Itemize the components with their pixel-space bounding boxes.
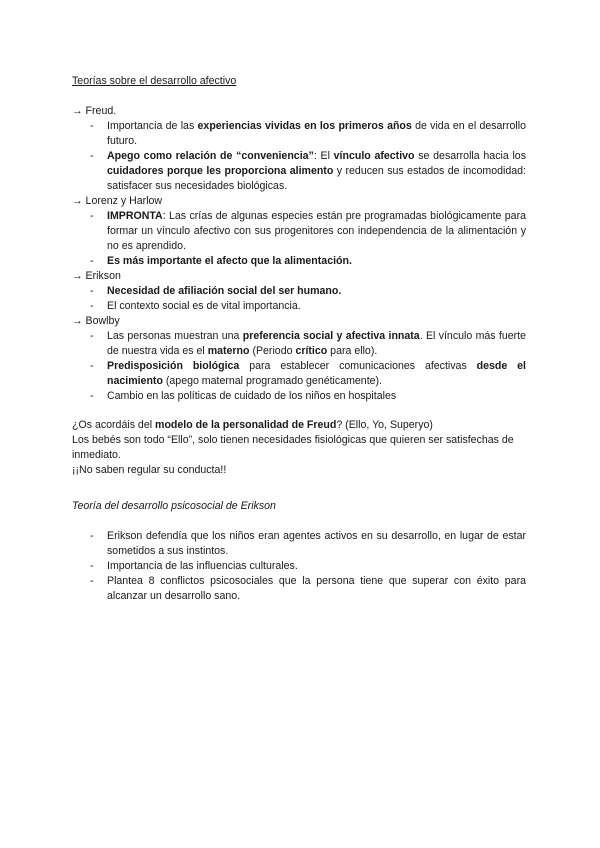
bold-text: preferencia social y afectiva innata xyxy=(242,330,420,342)
text-run: (apego maternal programado genéticamente). xyxy=(162,375,383,387)
section-heading-freud: → Freud. xyxy=(72,105,117,117)
text-run: (Periodo xyxy=(249,345,296,357)
section-heading-lorenz-harlow: → Lorenz y Harlow xyxy=(72,195,163,207)
text-run: : El xyxy=(313,150,334,162)
arrow-icon: → xyxy=(72,195,83,207)
list-item xyxy=(107,299,526,314)
text-run: : Las crías de algunas especies están pre programadas biológicamente para formar un vínculo afectivo con sus progenitores con independencia de la alimentación y no es aprendido. xyxy=(107,210,526,252)
bold-text: modelo de la personalidad de Freud xyxy=(155,419,337,431)
list-item xyxy=(107,209,526,254)
section-heading-bowlby: → Bowlby xyxy=(72,315,120,327)
bold-text: IMPRONTA xyxy=(107,210,163,222)
text-run: para ello). xyxy=(327,345,378,357)
section-heading-erikson: → Erikson xyxy=(72,270,121,282)
theories-section xyxy=(72,104,526,404)
bold-text: materno xyxy=(207,345,250,357)
list-item xyxy=(107,284,526,299)
list-item: - Importancia de las influencias culturales. xyxy=(107,559,526,574)
arrow-icon: → xyxy=(72,105,83,117)
bold-text: desde el nacimiento xyxy=(107,360,526,387)
erikson-theory-list xyxy=(72,529,526,604)
bowlby-list xyxy=(72,329,526,404)
list-item xyxy=(107,329,526,359)
text-run: ? (Ello, Yo, Superyo) xyxy=(336,419,433,431)
bold-text: crítico xyxy=(295,345,328,357)
bold-text: vínculo afectivo xyxy=(333,150,415,162)
text-run: Cambio en las políticas de cuidado de los niños en hospitales xyxy=(107,390,397,402)
freud-list xyxy=(72,119,526,194)
list-item xyxy=(107,359,526,389)
erikson-theory-title: Teoría del desarrollo psicosocial de Erikson xyxy=(72,500,276,512)
list-item: - Plantea 8 conflictos psicosociales que la persona tiene que superar con éxito para alcanzar un desarrollo sano. xyxy=(107,574,526,604)
bold-text: Predisposición biológica xyxy=(107,360,240,372)
bold-text: Necesidad de afiliación social del ser humano. xyxy=(107,285,342,297)
document-title: Teorías sobre el desarrollo afectivo xyxy=(72,75,237,87)
text-run: se desarrolla hacia los xyxy=(414,150,526,162)
erikson-list xyxy=(72,284,526,314)
bold-text: cuidadores porque les proporciona alimento xyxy=(107,165,334,177)
text-run: Las personas muestran una xyxy=(107,330,243,342)
text-run: . El vínculo más fuerte de nuestra vida es el xyxy=(107,330,526,357)
text-run: ¿Os acordáis del xyxy=(72,419,156,431)
bold-text: Apego como relación de “conveniencia” xyxy=(107,150,314,162)
arrow-icon: → xyxy=(72,270,83,282)
text-run: para establecer comunicaciones afectivas xyxy=(239,360,477,372)
list-item xyxy=(107,149,526,194)
arrow-icon: → xyxy=(72,315,83,327)
list-item xyxy=(107,389,526,404)
exclamation-line: ¡¡No saben regular su conducta!! xyxy=(72,464,227,476)
list-item xyxy=(107,119,526,149)
text-run: de vida en el desarrollo futuro. xyxy=(107,120,526,147)
bold-text: experiencias vividas en los primeros años xyxy=(197,120,412,132)
document-body xyxy=(72,74,526,604)
babies-paragraph: Los bebés son todo “Ello”, solo tienen necesidades fisiológicas que quieren ser satisfechas de inmediato. xyxy=(72,434,514,461)
text-run: El contexto social es de vital importancia. xyxy=(107,300,301,312)
text-run: y reducen sus estados de incomodidad: satisfacer sus necesidades biológicas. xyxy=(107,165,526,192)
bold-text: Es más importante el afecto que la alimentación. xyxy=(107,255,352,267)
list-item xyxy=(107,254,526,269)
text-run: Importancia de las xyxy=(107,120,198,132)
lorenz-harlow-list xyxy=(72,209,526,269)
list-item: - Erikson defendía que los niños eran agentes activos en su desarrollo, en lugar de estar sometidos a sus instintos. xyxy=(107,529,526,559)
freud-personality-question xyxy=(72,418,526,433)
